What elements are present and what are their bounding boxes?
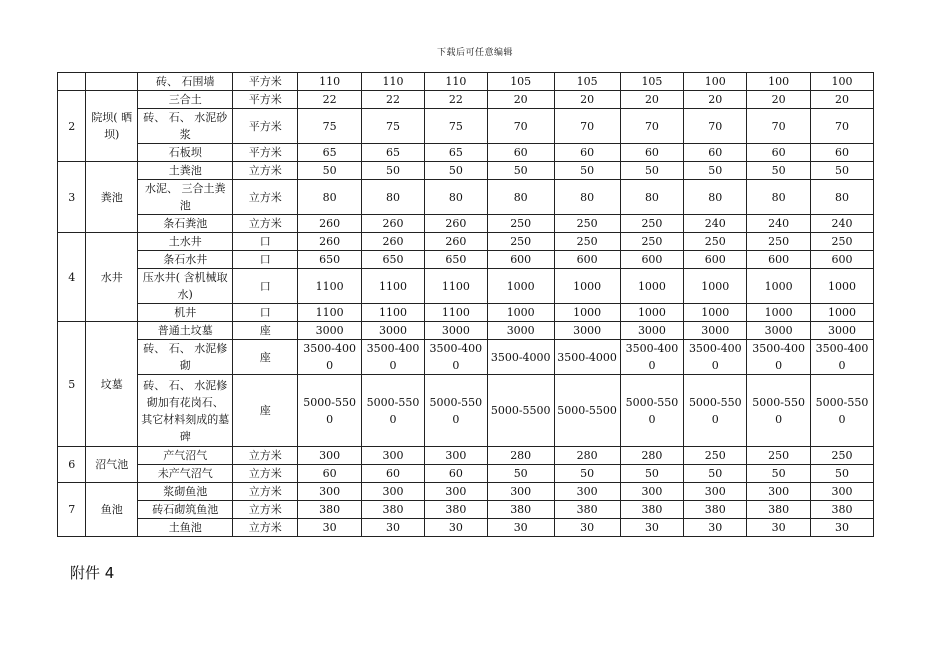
category-cell: 院坝( 晒坝) (86, 91, 138, 162)
value-cell: 300 (362, 483, 425, 501)
value-cell: 3500-4000 (811, 340, 874, 375)
value-cell: 380 (554, 501, 620, 519)
unit-cell: 平方米 (233, 109, 298, 144)
value-cell: 50 (424, 162, 487, 180)
value-cell: 70 (620, 109, 684, 144)
value-cell: 30 (487, 519, 554, 537)
value-cell: 250 (620, 233, 684, 251)
value-cell: 300 (424, 447, 487, 465)
value-cell: 75 (362, 109, 425, 144)
item-cell: 普通土坟墓 (138, 322, 233, 340)
value-cell: 260 (298, 233, 362, 251)
value-cell: 5000-5500 (487, 375, 554, 447)
value-cell: 380 (362, 501, 425, 519)
value-cell: 5000-5500 (747, 375, 811, 447)
value-cell: 380 (298, 501, 362, 519)
value-cell: 250 (684, 233, 747, 251)
value-cell: 250 (684, 447, 747, 465)
value-cell: 80 (811, 180, 874, 215)
value-cell: 300 (554, 483, 620, 501)
value-cell: 260 (424, 215, 487, 233)
value-cell: 250 (811, 233, 874, 251)
value-cell: 3000 (298, 322, 362, 340)
value-cell: 300 (298, 447, 362, 465)
value-cell: 22 (362, 91, 425, 109)
value-cell: 3500-4000 (487, 340, 554, 375)
value-cell: 600 (487, 251, 554, 269)
unit-cell: 平方米 (233, 144, 298, 162)
value-cell: 60 (487, 144, 554, 162)
value-cell: 280 (620, 447, 684, 465)
unit-cell: 平方米 (233, 73, 298, 91)
row-index-cell: 3 (58, 162, 86, 233)
value-cell: 30 (424, 519, 487, 537)
unit-cell: 座 (233, 340, 298, 375)
value-cell: 30 (684, 519, 747, 537)
value-cell: 380 (487, 501, 554, 519)
value-cell: 20 (620, 91, 684, 109)
value-cell: 50 (747, 162, 811, 180)
table-row (58, 304, 874, 322)
unit-cell: 立方米 (233, 215, 298, 233)
value-cell: 1000 (620, 304, 684, 322)
value-cell: 1000 (684, 304, 747, 322)
value-cell: 30 (620, 519, 684, 537)
value-cell: 260 (298, 215, 362, 233)
item-cell: 砖、 石、 水泥砂浆 (138, 109, 233, 144)
item-cell: 土粪池 (138, 162, 233, 180)
value-cell: 65 (298, 144, 362, 162)
value-cell: 105 (554, 73, 620, 91)
value-cell: 260 (362, 215, 425, 233)
value-cell: 50 (554, 162, 620, 180)
value-cell: 30 (811, 519, 874, 537)
value-cell: 300 (298, 483, 362, 501)
value-cell: 1000 (554, 304, 620, 322)
value-cell: 5000-5500 (362, 375, 425, 447)
value-cell: 20 (554, 91, 620, 109)
value-cell: 30 (362, 519, 425, 537)
value-cell: 1100 (424, 269, 487, 304)
value-cell: 60 (747, 144, 811, 162)
value-cell: 100 (684, 73, 747, 91)
value-cell: 80 (298, 180, 362, 215)
value-cell: 380 (620, 501, 684, 519)
item-cell: 砖、 石、 水泥修砌 (138, 340, 233, 375)
value-cell: 300 (362, 447, 425, 465)
value-cell: 50 (362, 162, 425, 180)
value-cell: 60 (811, 144, 874, 162)
table-row (58, 501, 874, 519)
value-cell: 600 (684, 251, 747, 269)
value-cell: 110 (424, 73, 487, 91)
value-cell: 70 (684, 109, 747, 144)
table-row (58, 483, 874, 501)
value-cell: 80 (424, 180, 487, 215)
value-cell: 20 (684, 91, 747, 109)
value-cell: 70 (811, 109, 874, 144)
value-cell: 3000 (747, 322, 811, 340)
category-cell: 鱼池 (86, 483, 138, 537)
unit-cell: 口 (233, 269, 298, 304)
value-cell: 300 (424, 483, 487, 501)
value-cell: 3000 (487, 322, 554, 340)
value-cell: 600 (620, 251, 684, 269)
item-cell: 机井 (138, 304, 233, 322)
value-cell: 3000 (620, 322, 684, 340)
value-cell: 50 (554, 465, 620, 483)
value-cell: 650 (424, 251, 487, 269)
value-cell: 50 (811, 162, 874, 180)
value-cell: 3000 (424, 322, 487, 340)
value-cell: 3500-4000 (620, 340, 684, 375)
value-cell: 50 (487, 162, 554, 180)
value-cell: 300 (487, 483, 554, 501)
value-cell: 3000 (684, 322, 747, 340)
value-cell: 1000 (684, 269, 747, 304)
category-cell: 水井 (86, 233, 138, 322)
value-cell: 3500-4000 (554, 340, 620, 375)
value-cell: 3000 (362, 322, 425, 340)
value-cell: 3500-4000 (684, 340, 747, 375)
value-cell: 60 (362, 465, 425, 483)
table-row (58, 144, 874, 162)
value-cell: 60 (554, 144, 620, 162)
value-cell: 1000 (487, 304, 554, 322)
value-cell: 50 (487, 465, 554, 483)
value-cell: 250 (554, 233, 620, 251)
value-cell: 70 (487, 109, 554, 144)
value-cell: 50 (684, 162, 747, 180)
value-cell: 1000 (811, 269, 874, 304)
unit-cell: 立方米 (233, 447, 298, 465)
value-cell: 1000 (747, 304, 811, 322)
value-cell: 80 (747, 180, 811, 215)
unit-cell: 口 (233, 251, 298, 269)
value-cell: 5000-5500 (620, 375, 684, 447)
row-index-cell: 7 (58, 483, 86, 537)
table-row (58, 340, 874, 375)
value-cell: 280 (487, 447, 554, 465)
value-cell: 1100 (362, 269, 425, 304)
item-cell: 条石水井 (138, 251, 233, 269)
value-cell: 1000 (811, 304, 874, 322)
value-cell: 300 (684, 483, 747, 501)
value-cell: 600 (811, 251, 874, 269)
table-row (58, 180, 874, 215)
table-row (58, 447, 874, 465)
value-cell: 250 (811, 447, 874, 465)
unit-cell: 立方米 (233, 180, 298, 215)
value-cell: 250 (487, 215, 554, 233)
item-cell: 压水井( 含机械取水) (138, 269, 233, 304)
value-cell: 60 (298, 465, 362, 483)
table-row (58, 73, 874, 91)
value-cell: 5000-5500 (424, 375, 487, 447)
value-cell: 80 (620, 180, 684, 215)
table-row (58, 109, 874, 144)
value-cell: 65 (424, 144, 487, 162)
value-cell: 110 (362, 73, 425, 91)
row-index-cell: 6 (58, 447, 86, 483)
value-cell: 20 (747, 91, 811, 109)
value-cell: 20 (487, 91, 554, 109)
category-cell (86, 73, 138, 91)
value-cell: 3000 (554, 322, 620, 340)
value-cell: 1100 (424, 304, 487, 322)
table-row (58, 322, 874, 340)
value-cell: 3500-4000 (424, 340, 487, 375)
value-cell: 80 (487, 180, 554, 215)
value-cell: 105 (620, 73, 684, 91)
value-cell: 300 (747, 483, 811, 501)
value-cell: 110 (298, 73, 362, 91)
value-cell: 280 (554, 447, 620, 465)
unit-cell: 立方米 (233, 483, 298, 501)
value-cell: 5000-5500 (298, 375, 362, 447)
unit-cell: 座 (233, 322, 298, 340)
value-cell: 105 (487, 73, 554, 91)
item-cell: 石板坝 (138, 144, 233, 162)
item-cell: 砖、 石、 水泥修砌加有花岗石、 其它材料刻成的墓碑 (138, 375, 233, 447)
value-cell: 250 (554, 215, 620, 233)
value-cell: 240 (684, 215, 747, 233)
attachment-label: 附件 4 (70, 564, 115, 582)
table-row (58, 233, 874, 251)
value-cell: 1000 (620, 269, 684, 304)
row-index-cell (58, 73, 86, 91)
category-cell: 沼气池 (86, 447, 138, 483)
category-cell: 坟墓 (86, 322, 138, 447)
value-cell: 380 (811, 501, 874, 519)
unit-cell: 座 (233, 375, 298, 447)
value-cell: 1000 (487, 269, 554, 304)
value-cell: 260 (362, 233, 425, 251)
value-cell: 600 (554, 251, 620, 269)
unit-cell: 口 (233, 304, 298, 322)
row-index-cell: 4 (58, 233, 86, 322)
value-cell: 80 (362, 180, 425, 215)
table-row (58, 465, 874, 483)
value-cell: 650 (298, 251, 362, 269)
value-cell: 260 (424, 233, 487, 251)
value-cell: 70 (554, 109, 620, 144)
value-cell: 80 (684, 180, 747, 215)
item-cell: 条石粪池 (138, 215, 233, 233)
value-cell: 50 (747, 465, 811, 483)
value-cell: 300 (811, 483, 874, 501)
value-cell: 60 (424, 465, 487, 483)
value-cell: 22 (298, 91, 362, 109)
item-cell: 砖石砌筑鱼池 (138, 501, 233, 519)
value-cell: 22 (424, 91, 487, 109)
table-row (58, 215, 874, 233)
row-index-cell: 2 (58, 91, 86, 162)
unit-cell: 立方米 (233, 519, 298, 537)
unit-cell: 平方米 (233, 91, 298, 109)
value-cell: 250 (620, 215, 684, 233)
value-cell: 300 (620, 483, 684, 501)
value-cell: 75 (424, 109, 487, 144)
value-cell: 5000-5500 (811, 375, 874, 447)
value-cell: 50 (298, 162, 362, 180)
unit-cell: 立方米 (233, 162, 298, 180)
value-cell: 5000-5500 (684, 375, 747, 447)
value-cell: 3000 (811, 322, 874, 340)
value-cell: 50 (620, 162, 684, 180)
value-cell: 380 (424, 501, 487, 519)
value-cell: 650 (362, 251, 425, 269)
unit-cell: 口 (233, 233, 298, 251)
value-cell: 60 (684, 144, 747, 162)
value-cell: 60 (620, 144, 684, 162)
table-row (58, 519, 874, 537)
value-cell: 250 (487, 233, 554, 251)
item-cell: 未产气沼气 (138, 465, 233, 483)
page-header: 下载后可任意编辑 (436, 48, 513, 58)
item-cell: 砖、 石围墙 (138, 73, 233, 91)
value-cell: 1100 (362, 304, 425, 322)
unit-cell: 立方米 (233, 501, 298, 519)
unit-cell: 立方米 (233, 465, 298, 483)
value-cell: 3500-4000 (747, 340, 811, 375)
table-row (58, 91, 874, 109)
compensation-table (57, 72, 874, 537)
item-cell: 土鱼池 (138, 519, 233, 537)
value-cell: 600 (747, 251, 811, 269)
value-cell: 240 (811, 215, 874, 233)
value-cell: 5000-5500 (554, 375, 620, 447)
value-cell: 50 (684, 465, 747, 483)
value-cell: 380 (747, 501, 811, 519)
table-row (58, 375, 874, 447)
value-cell: 250 (747, 447, 811, 465)
value-cell: 70 (747, 109, 811, 144)
item-cell: 水泥、 三合土粪池 (138, 180, 233, 215)
value-cell: 30 (554, 519, 620, 537)
value-cell: 1100 (298, 269, 362, 304)
value-cell: 240 (747, 215, 811, 233)
value-cell: 3500-4000 (298, 340, 362, 375)
value-cell: 380 (684, 501, 747, 519)
value-cell: 3500-4000 (362, 340, 425, 375)
value-cell: 80 (554, 180, 620, 215)
item-cell: 三合土 (138, 91, 233, 109)
value-cell: 100 (811, 73, 874, 91)
value-cell: 50 (620, 465, 684, 483)
value-cell: 1000 (747, 269, 811, 304)
value-cell: 20 (811, 91, 874, 109)
table-row (58, 162, 874, 180)
table-row (58, 269, 874, 304)
category-cell: 粪池 (86, 162, 138, 233)
row-index-cell: 5 (58, 322, 86, 447)
item-cell: 土水井 (138, 233, 233, 251)
value-cell: 65 (362, 144, 425, 162)
item-cell: 浆砌鱼池 (138, 483, 233, 501)
value-cell: 250 (747, 233, 811, 251)
value-cell: 50 (811, 465, 874, 483)
table-row (58, 251, 874, 269)
value-cell: 30 (747, 519, 811, 537)
item-cell: 产气沼气 (138, 447, 233, 465)
value-cell: 1000 (554, 269, 620, 304)
value-cell: 30 (298, 519, 362, 537)
value-cell: 100 (747, 73, 811, 91)
value-cell: 1100 (298, 304, 362, 322)
value-cell: 75 (298, 109, 362, 144)
